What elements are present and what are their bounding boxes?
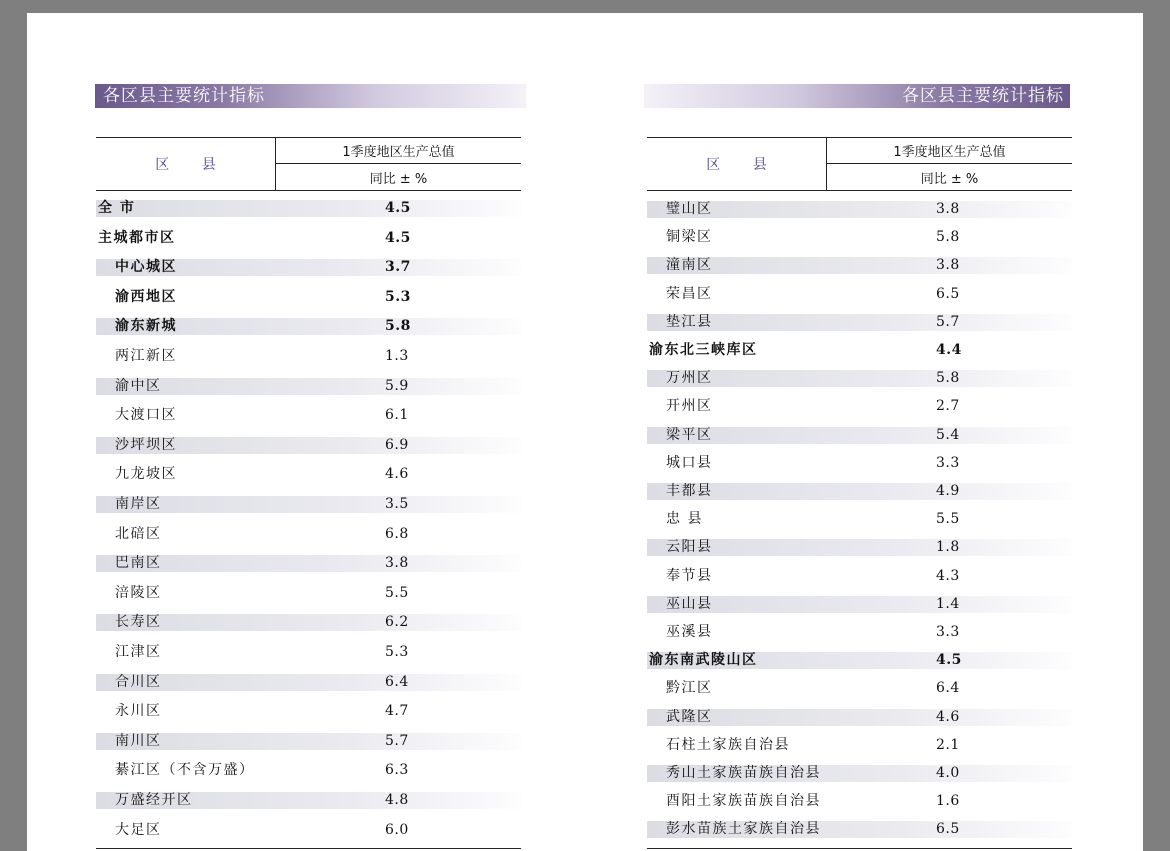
growth-value: 2.7 [936, 398, 960, 415]
table-row [96, 496, 521, 513]
growth-value: 6.9 [385, 436, 409, 453]
table-row [96, 348, 521, 365]
growth-value: 5.7 [385, 732, 409, 749]
table-row [647, 596, 1072, 613]
district-name: 彭水苗族土家族自治县 [666, 821, 821, 838]
growth-value: 5.8 [936, 370, 960, 387]
growth-value: 6.0 [385, 821, 409, 838]
table-row [96, 644, 521, 661]
table-row [96, 407, 521, 424]
table-row [647, 342, 1072, 359]
district-name: 云阳县 [666, 539, 713, 556]
district-name: 南川区 [115, 732, 162, 749]
growth-value: 5.5 [385, 584, 409, 601]
table-row [96, 318, 521, 335]
table-row [96, 200, 521, 217]
growth-value: 6.2 [385, 614, 409, 631]
district-name: 大渡口区 [115, 407, 177, 424]
table-row [96, 614, 521, 631]
table-row [96, 792, 521, 809]
table-row [647, 201, 1072, 218]
table-row [647, 624, 1072, 641]
growth-value: 4.6 [936, 708, 960, 725]
growth-value: 1.6 [936, 793, 960, 810]
table-row [647, 765, 1072, 782]
district-name: 璧山区 [666, 201, 713, 217]
table-row [647, 398, 1072, 415]
district-name: 渝中区 [115, 377, 162, 394]
district-column-header: 区 县 [647, 138, 827, 190]
table-row [647, 229, 1072, 246]
growth-value: 5.9 [385, 377, 409, 394]
growth-value: 3.8 [936, 257, 960, 274]
growth-value: 4.6 [385, 466, 409, 483]
table-row [647, 737, 1072, 754]
growth-value: 1.4 [936, 595, 960, 612]
growth-value: 3.3 [936, 454, 960, 471]
district-name: 长寿区 [115, 614, 162, 631]
district-name: 主城都市区 [98, 229, 176, 246]
table-header [96, 137, 521, 191]
district-name: 荣昌区 [666, 285, 713, 302]
left-page-title: 各区县主要统计指标 [95, 84, 526, 108]
table-row [647, 483, 1072, 500]
growth-value: 4.5 [385, 200, 411, 216]
district-name: 渝西地区 [115, 288, 177, 305]
table-row [96, 762, 521, 779]
table-row [96, 378, 521, 395]
table-row [96, 733, 521, 750]
district-name: 綦江区（不含万盛） [115, 762, 255, 779]
district-name: 渝东北三峡库区 [649, 342, 758, 358]
district-name: 巴南区 [115, 555, 162, 572]
yoy-column-header: 同比 ± % [369, 171, 428, 187]
growth-value: 6.5 [936, 285, 960, 302]
district-name: 万州区 [666, 370, 713, 387]
table-row [647, 821, 1072, 838]
district-name: 铜梁区 [666, 229, 713, 246]
growth-value: 4.7 [385, 703, 409, 720]
table-header [647, 137, 1072, 191]
growth-value: 4.3 [936, 567, 960, 584]
table-row [647, 511, 1072, 528]
growth-value: 3.3 [936, 624, 960, 640]
table-row [647, 539, 1072, 556]
district-name: 石柱土家族自治县 [666, 736, 790, 753]
table-row [647, 680, 1072, 697]
growth-value: 2.1 [936, 736, 960, 753]
table-row [96, 466, 521, 483]
table-row [96, 703, 521, 720]
district-name: 忠 县 [666, 511, 703, 528]
district-name: 酉阳土家族苗族自治县 [666, 793, 821, 810]
table-row [647, 568, 1072, 585]
growth-value: 1.3 [385, 348, 409, 364]
district-name: 潼南区 [666, 257, 713, 274]
growth-value: 5.3 [385, 288, 411, 305]
table-row [647, 455, 1072, 472]
growth-value: 6.8 [385, 525, 409, 542]
growth-value: 6.3 [385, 762, 409, 779]
growth-value: 6.1 [385, 407, 409, 424]
table-row [96, 526, 521, 543]
district-name: 九龙坡区 [115, 466, 177, 483]
table-row [96, 674, 521, 691]
growth-value: 4.5 [936, 652, 962, 669]
district-name: 永川区 [115, 703, 162, 720]
table-row [647, 257, 1072, 274]
growth-value: 1.8 [936, 539, 960, 556]
table-row [647, 709, 1072, 726]
growth-value: 5.5 [936, 511, 960, 528]
district-name: 奉节县 [666, 567, 713, 584]
table-row [647, 286, 1072, 303]
growth-value: 4.0 [936, 765, 960, 781]
district-name: 梁平区 [666, 426, 713, 443]
table-row [647, 793, 1072, 810]
table-row [647, 314, 1072, 331]
district-name: 沙坪坝区 [115, 436, 177, 453]
district-name: 北碚区 [115, 525, 162, 542]
growth-value: 6.5 [936, 821, 960, 838]
table-row [96, 437, 521, 454]
right-page-title: 各区县主要统计指标 [644, 84, 1070, 108]
district-name: 秀山土家族苗族自治县 [666, 765, 821, 781]
district-name: 涪陵区 [115, 584, 162, 601]
growth-value: 4.4 [936, 342, 962, 358]
table-row [647, 427, 1072, 444]
district-name: 巫山县 [666, 595, 713, 612]
table-row [96, 555, 521, 572]
district-name: 城口县 [666, 454, 713, 471]
gdp-column-header: 1季度地区生产总值 [276, 138, 521, 164]
table-row [96, 585, 521, 602]
growth-value: 5.7 [936, 313, 960, 330]
yoy-column-header: 同比 ± % [920, 171, 979, 187]
district-name: 合川区 [115, 673, 162, 690]
district-name: 中心城区 [115, 259, 177, 276]
district-name: 全 市 [98, 200, 136, 216]
table-row [96, 289, 521, 306]
district-name: 武隆区 [666, 708, 713, 725]
district-name: 两江新区 [115, 348, 177, 364]
growth-value: 5.8 [385, 318, 411, 335]
district-name: 南岸区 [115, 496, 162, 512]
district-name: 丰都县 [666, 483, 713, 499]
district-name: 渝东南武陵山区 [649, 652, 758, 669]
growth-value: 3.8 [936, 201, 960, 217]
growth-value: 3.5 [385, 496, 409, 512]
district-name: 万盛经开区 [115, 792, 193, 808]
table-row [96, 822, 521, 839]
table-row [96, 230, 521, 247]
growth-value: 4.5 [385, 229, 411, 246]
table-row [96, 259, 521, 276]
district-name: 巫溪县 [666, 624, 713, 640]
district-name: 江津区 [115, 644, 162, 660]
gdp-column-header: 1季度地区生产总值 [827, 138, 1072, 164]
district-name: 垫江县 [666, 313, 713, 330]
district-column-header: 区 县 [96, 138, 276, 190]
table-bottom-rule [96, 848, 521, 849]
district-name: 开州区 [666, 398, 713, 415]
growth-value: 6.4 [385, 673, 409, 690]
district-name: 渝东新城 [115, 318, 177, 335]
growth-value: 4.8 [385, 792, 409, 808]
growth-value: 3.8 [385, 555, 409, 572]
growth-value: 5.8 [936, 229, 960, 246]
table-bottom-rule [647, 848, 1072, 849]
district-name: 黔江区 [666, 680, 713, 697]
growth-value: 4.9 [936, 483, 960, 499]
growth-value: 5.3 [385, 644, 409, 660]
table-row [647, 370, 1072, 387]
growth-value: 3.7 [385, 259, 411, 276]
growth-value: 5.4 [936, 426, 960, 443]
growth-value: 6.4 [936, 680, 960, 697]
district-name: 大足区 [115, 821, 162, 838]
table-row [647, 652, 1072, 669]
